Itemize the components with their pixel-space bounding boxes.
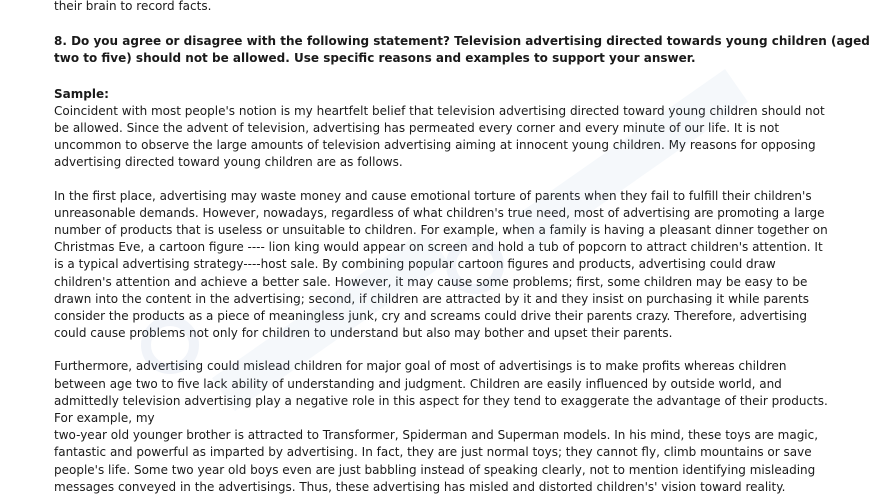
paragraph-line: could cause problems not only for children to understand but also may bother and upset their parents. — [54, 326, 673, 341]
document-body — [54, 0, 870, 496]
paragraph-second-reason — [54, 358, 828, 496]
paragraph-line: children's attention and achieve a better sale. However, it may cause some problems; first, some children may be easy to be — [54, 274, 808, 289]
paragraph-line: between age two to five lack ability of understanding and judgment. Children are easily influenced by outside world, and — [54, 376, 782, 391]
paragraph-line: advertising directed toward young children are as follows. — [54, 155, 403, 170]
question-block — [54, 33, 870, 67]
paragraph-line: be allowed. Since the advent of television, advertising has permeated every corner and every minute of our life. It is not — [54, 121, 780, 136]
paragraph-line: is a typical advertising strategy----host sale. By combining popular cartoon figures and products, advertising could draw — [54, 257, 776, 272]
paragraph-intro — [54, 103, 825, 172]
paragraph-line: admittedly television advertising play a negative role in this aspect for they tend to exaggerate the advantage of their products. — [54, 393, 828, 408]
paragraph-line: two-year old younger brother is attracted to Transformer, Spiderman and Superman models. In his mind, these toys are magic, — [54, 428, 819, 443]
paragraph-line: consider the products as a piece of meaningless junk, cry and screams could drive their parents crazy. Therefore, advertising — [54, 309, 808, 324]
top-fragment: their brain to record facts. — [54, 0, 212, 13]
paragraph-line: fantastic and powerful as imparted by advertising. In fact, they are just normal toys; they cannot fly, climb mountains or save — [54, 445, 812, 460]
paragraph-line: unreasonable demands. However, nowadays, regardless of what children's true need, most of advertising are promoting a large — [54, 205, 825, 220]
paragraph-line: people's life. Some two year old boys even are just babbling instead of speaking clearly, not to mention identifying misleading — [54, 462, 816, 477]
paragraph-line: Coincident with most people's notion is my heartfelt belief that television advertising directed toward young children should not — [54, 103, 825, 118]
paragraph-line: drawn into the content in the advertising; second, if children are attracted by it and they insist on purchasing it while parents — [54, 291, 809, 306]
sample-label: Sample: — [54, 86, 109, 101]
paragraph-line: Furthermore, advertising could mislead children for major goal of most of advertisings is to make profits whereas children — [54, 359, 787, 374]
paragraph-line: In the first place, advertising may waste money and cause emotional torture of parents when they fail to fulfill their children's — [54, 188, 812, 203]
paragraph-line: uncommon to observe the large amounts of television advertising aiming at innocent young children. My reasons for opposing — [54, 138, 816, 153]
paragraph-line: Christmas Eve, a cartoon figure ---- lion king would appear on screen and hold a tub of popcorn to attract children's attention. It — [54, 240, 823, 255]
paragraph-line: For example, my — [54, 411, 155, 426]
question-line: 8. Do you agree or disagree with the following statement? Television advertising directed towards young children (aged — [54, 34, 870, 49]
paragraph-line: messages conveyed in the advertisings. Thus, these advertising has misled and distorted children's' vision toward reality. — [54, 479, 786, 494]
paragraph-line: number of products that is useless or unsuitable to children. For example, when a family is having a pleasant dinner together on — [54, 223, 828, 238]
paragraph-first-reason — [54, 188, 828, 343]
question-line: two to five) should not be allowed. Use specific reasons and examples to support your answer. — [54, 51, 696, 66]
